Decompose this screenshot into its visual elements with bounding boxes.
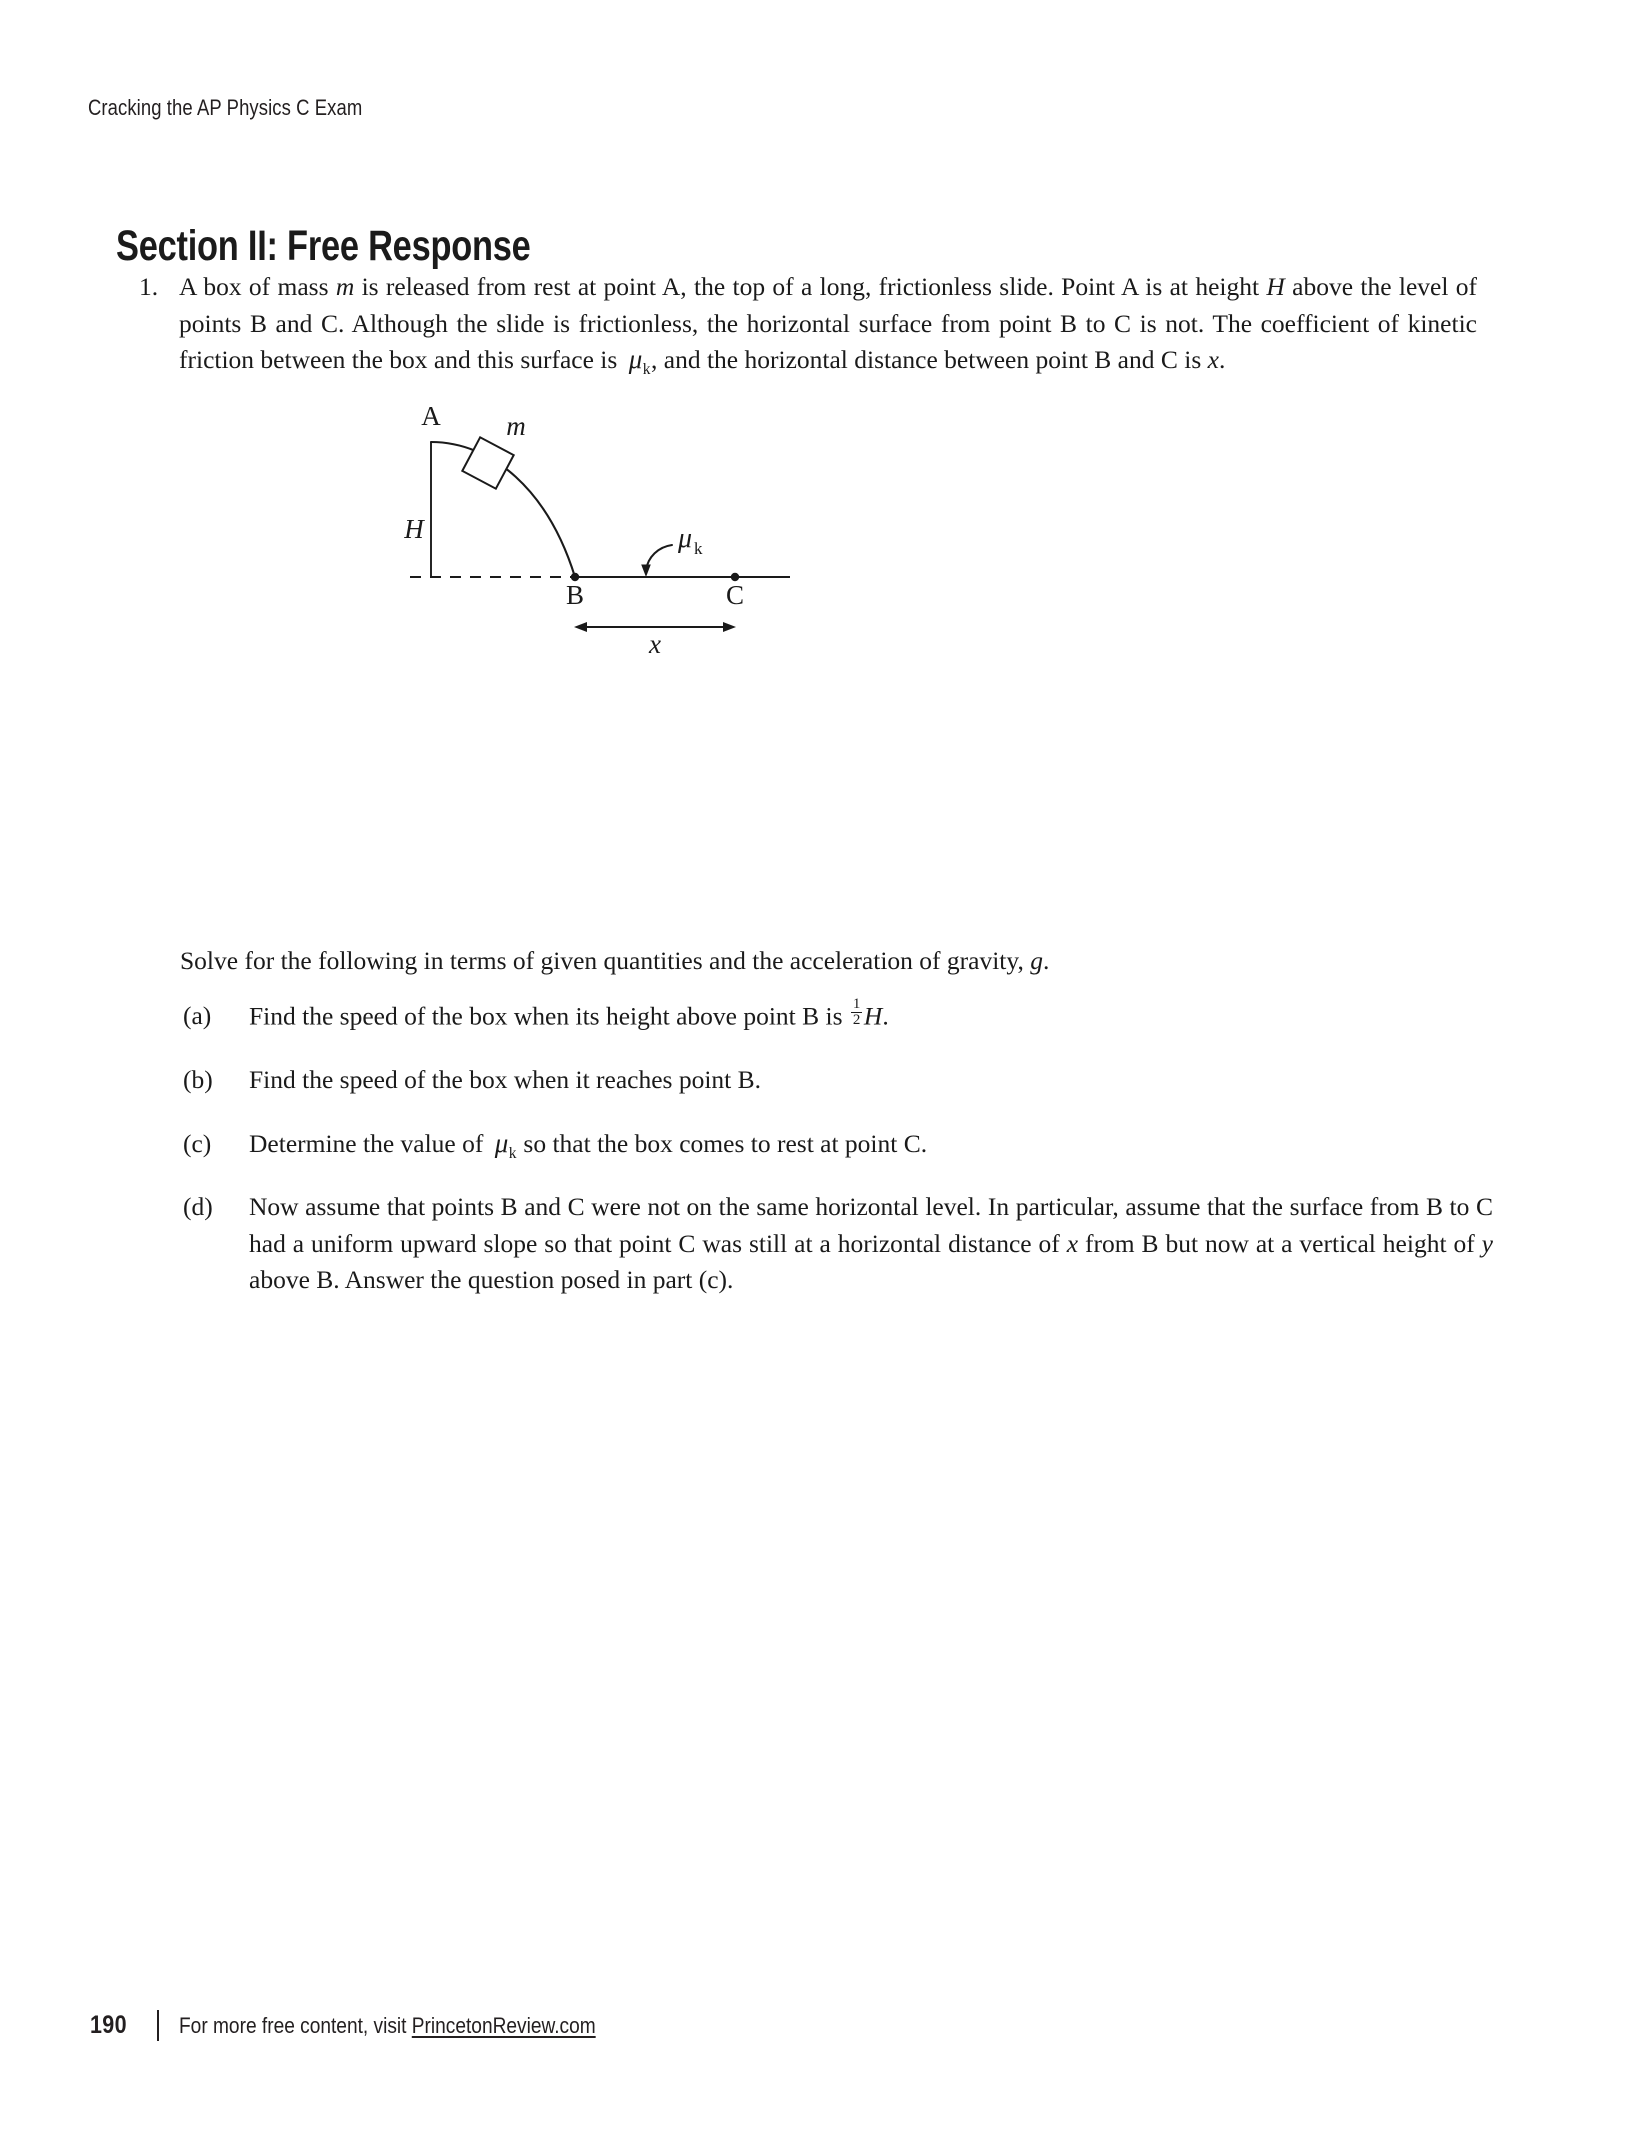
part-c — [183, 1126, 1493, 1163]
part-d-variable-x: x — [1066, 1228, 1079, 1258]
variable-m: m — [335, 272, 355, 301]
distance-x-arrowhead-left — [574, 622, 587, 632]
part-d-variable-y: y — [1481, 1228, 1493, 1258]
label-point-a: A — [421, 401, 441, 431]
part-c-mu-k-symbol — [490, 1127, 517, 1162]
part-d-text-3: above B. Answer the question posed in part (c). — [249, 1265, 734, 1295]
part-c-mu-glyph: μ — [494, 1127, 509, 1158]
part-b-text — [249, 1062, 1493, 1099]
question-parts-list — [183, 998, 1493, 1326]
part-a — [183, 998, 1493, 1035]
mu-k-arrowhead — [641, 565, 651, 578]
part-d-text-2: from B but now at a vertical height of — [1078, 1228, 1482, 1258]
question-text-seg-3: above the level of points B and C. Although the slide is frictionless, the horizontal surface from point B to C is not. The coefficient of kinetic friction between the box and this surface is — [179, 272, 1477, 374]
fraction-denominator: 2 — [852, 1012, 861, 1029]
label-mu-k-figure — [677, 523, 703, 558]
question-text-seg-2: is released from rest at point A, the top of a long, frictionless slide. Point A is at height — [354, 272, 1267, 301]
solve-text-1: Solve for the following in terms of given quantities and the acceleration of gravity, — [180, 946, 1031, 975]
part-c-mu-subscript: k — [508, 1144, 517, 1162]
part-d-label: (d) — [183, 1192, 213, 1222]
footer-text — [179, 2013, 596, 2039]
fraction-numerator: 1 — [852, 996, 861, 1012]
part-a-label: (a) — [183, 1001, 212, 1030]
running-head: Cracking the AP Physics C Exam — [88, 95, 363, 120]
part-b — [183, 1062, 1493, 1099]
mu-subscript: k — [642, 361, 651, 378]
question-number: 1. — [139, 272, 159, 301]
mu-k-symbol — [624, 344, 651, 378]
solve-instruction — [180, 943, 1049, 979]
part-c-label: (c) — [183, 1128, 212, 1158]
question-text-seg-4: , and the horizontal distance between point B and C is — [651, 345, 1208, 374]
distance-x-arrowhead-right — [723, 622, 736, 632]
page-title: Section II: Free Response — [116, 221, 531, 270]
variable-g: g — [1030, 946, 1043, 975]
part-d-text-1: Now assume that points B and C were not on the same horizontal level. In particular, assume that the surface from B to C had a uniform upward slope so that point C was still at a horizontal distance of — [249, 1192, 1493, 1258]
label-mu-subscript: k — [694, 539, 703, 558]
part-a-text — [249, 998, 1493, 1035]
question-1 — [139, 269, 1477, 379]
part-b-text-1: Find the speed of the box when it reaches point B. — [249, 1065, 762, 1095]
part-d-text — [249, 1189, 1493, 1299]
box-mass-m — [462, 437, 513, 488]
physics-diagram — [400, 395, 960, 735]
label-distance-x: x — [649, 629, 661, 659]
variable-H: H — [1266, 272, 1285, 301]
question-text-seg-5: . — [1218, 345, 1226, 374]
box-shape — [462, 437, 513, 488]
page-footer — [90, 2010, 669, 2041]
label-mu-glyph: μ — [678, 523, 693, 554]
label-point-b: B — [565, 580, 585, 610]
diagram-svg — [400, 395, 960, 735]
variable-x: x — [1207, 345, 1219, 374]
part-c-text-1: Determine the value of — [249, 1128, 490, 1158]
label-mass-m: m — [506, 411, 526, 441]
question-text — [179, 269, 1477, 379]
part-c-text-2: so that the box comes to rest at point C. — [517, 1128, 928, 1158]
page-number: 190 — [90, 2011, 127, 2039]
label-point-c: C — [725, 580, 745, 610]
part-a-text-1: Find the speed of the box when its height above point B is — [249, 1001, 849, 1031]
part-d — [183, 1189, 1493, 1299]
footer-divider — [157, 2010, 159, 2041]
solve-text-2: . — [1042, 946, 1050, 975]
part-a-variable-H: H — [863, 1001, 883, 1031]
princeton-review-link[interactable]: PrincetonReview.com — [411, 2012, 596, 2038]
part-c-text — [249, 1126, 1493, 1163]
part-a-text-2: . — [882, 1001, 889, 1031]
fraction-one-half — [851, 997, 863, 1029]
part-b-label: (b) — [183, 1065, 213, 1095]
question-text-seg-1: A box of mass — [179, 272, 336, 301]
label-height-h: H — [404, 514, 424, 544]
mu-glyph: μ — [628, 344, 643, 374]
footer-text-label: For more free content, visit — [178, 2012, 412, 2038]
